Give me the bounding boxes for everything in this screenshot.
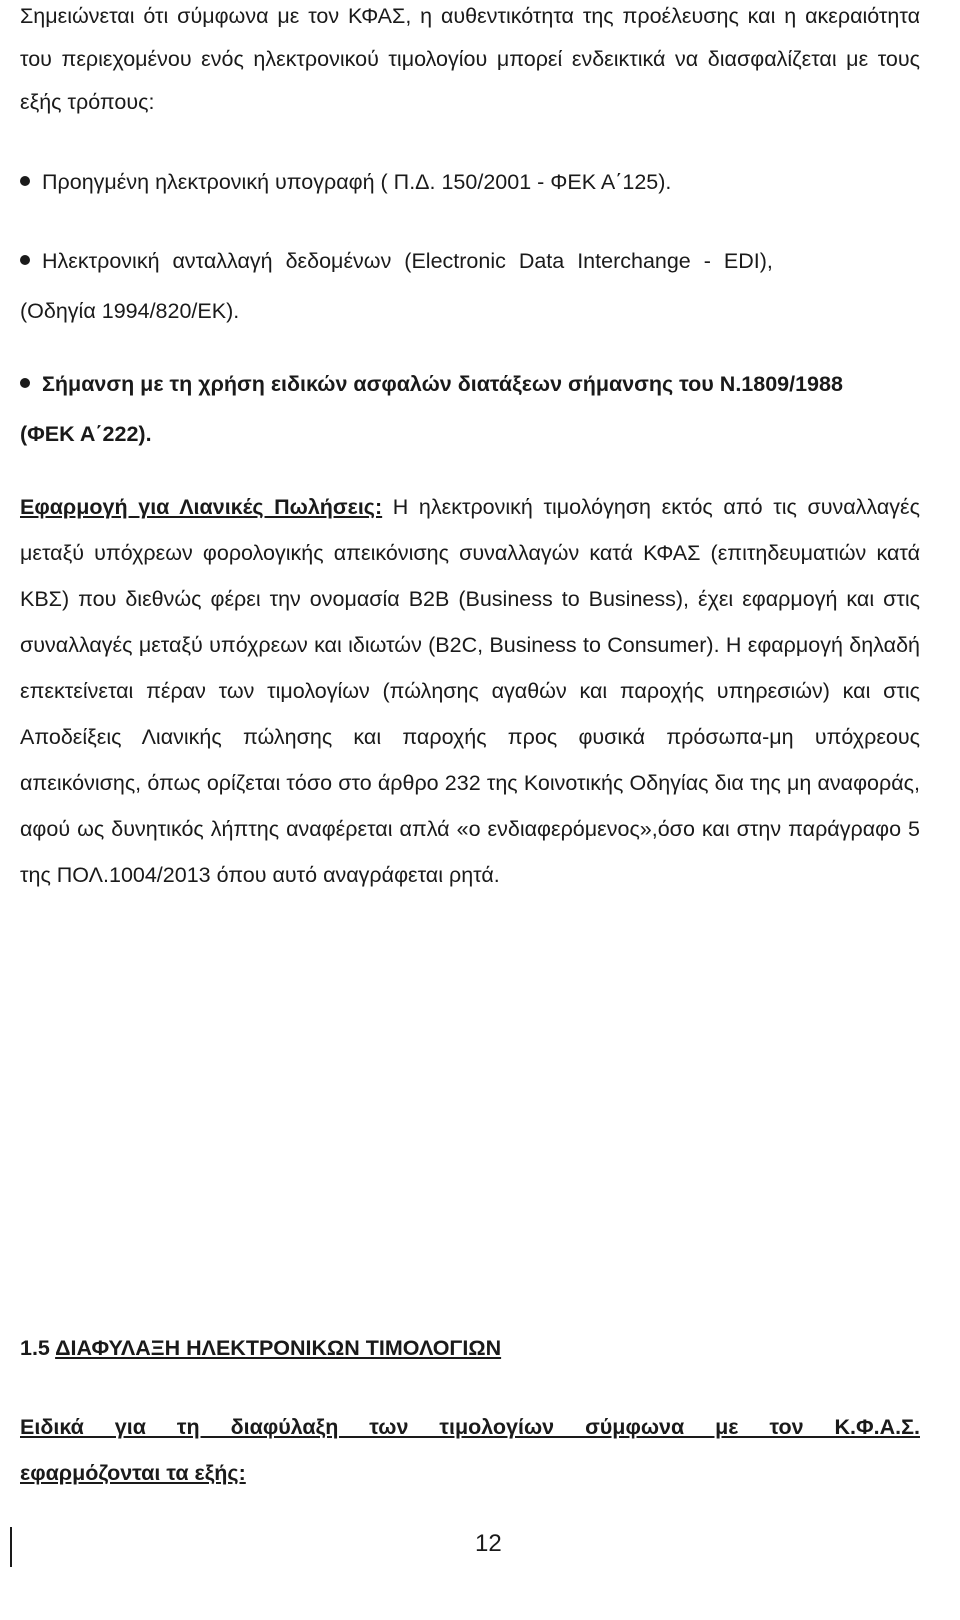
section-heading — [20, 1336, 501, 1361]
document-page — [20, 0, 920, 1620]
section-title: ΔΙΑΦΥΛΑΞΗ ΗΛΕΚΤΡΟΝΙΚΩΝ ΤΙΜΟΛΟΓΙΩΝ — [55, 1336, 502, 1360]
bullet-text: Προηγμένη ηλεκτρονική υπογραφή ( Π.Δ. 150/2001 - ΦΕΚ Α΄125). — [42, 170, 672, 194]
sub-heading — [20, 1404, 920, 1496]
bullet-dot-icon — [20, 378, 30, 388]
bullet-item-advanced-signature — [20, 157, 920, 207]
page-number: 12 — [475, 1530, 502, 1557]
retail-text: Η ηλεκτρονική τιμολόγηση εκτός από τις συναλλαγές μεταξύ υπόχρεων φορολογικής απεικόνισης συναλλαγών κατά ΚΦΑΣ (επιτηδευματιών κατά ΚΒΣ) που διεθνώς φέρει την ονομασία B2B (Business to Business), έχει εφαρμογή και στις συναλλαγές μεταξύ υπόχρεων και ιδιωτών (B2C, Business to Consumer). Η εφαρμογή δηλαδή επεκτείνεται πέραν των τιμολογίων (πώλησης αγαθών και παροχής υπηρεσιών) και στις Αποδείξεις Λιανικής πώλησης και παροχής προς φυσικά πρόσωπα-μη υπόχρεους απεικόνισης, όπως ορίζεται τόσο στο άρθρο 232 της Κοινοτικής Οδηγίας δια της μη αναφοράς, αφού ως δυνητικός λήπτης αναφέρεται απλά «ο ενδιαφερόμενος»,όσο και στην παράγραφο 5 της ΠΟΛ.1004/2013 όπου αυτό αναγράφεται ρητά. — [20, 495, 920, 887]
bullet-text-continuation: (Οδηγία 1994/820/ΕΚ). — [20, 299, 240, 323]
section-number: 1.5 — [20, 1336, 56, 1360]
retail-label: Εφαρμογή για Λιανικές Πωλήσεις: — [20, 495, 383, 519]
footer-margin-bar — [10, 1527, 12, 1567]
bullet-item-secure-marking — [20, 359, 920, 459]
bullet-text: Ηλεκτρονική ανταλλαγή δεδομένων (Electronic Data Interchange - EDI), — [42, 249, 773, 273]
bullet-item-edi — [20, 236, 920, 336]
intro-paragraph: Σημειώνεται ότι σύμφωνα με τον ΚΦΑΣ, η αυθεντικότητα της προέλευσης και η ακεραιότητα του περιεχομένου ενός ηλεκτρονικού τιμολογίου μπορεί ενδεικτικά να διασφαλίζεται με τους εξής τρόπους: — [20, 4, 920, 114]
sub-heading-line-1: Ειδικά για τη διαφύλαξη των τιμολογίων σύμφωνα με τον Κ.Φ.Α.Σ. — [20, 1415, 920, 1439]
bullet-dot-icon — [20, 176, 30, 186]
retail-paragraph — [20, 484, 920, 898]
bullet-text: Σήμανση με τη χρήση ειδικών ασφαλών διατάξεων σήμανσης του Ν.1809/1988 — [42, 372, 843, 396]
bullet-text-continuation: (ΦΕΚ Α΄222). — [20, 422, 152, 446]
sub-heading-line-2: εφαρμόζονται τα εξής: — [20, 1461, 246, 1485]
bullet-dot-icon — [20, 255, 30, 265]
